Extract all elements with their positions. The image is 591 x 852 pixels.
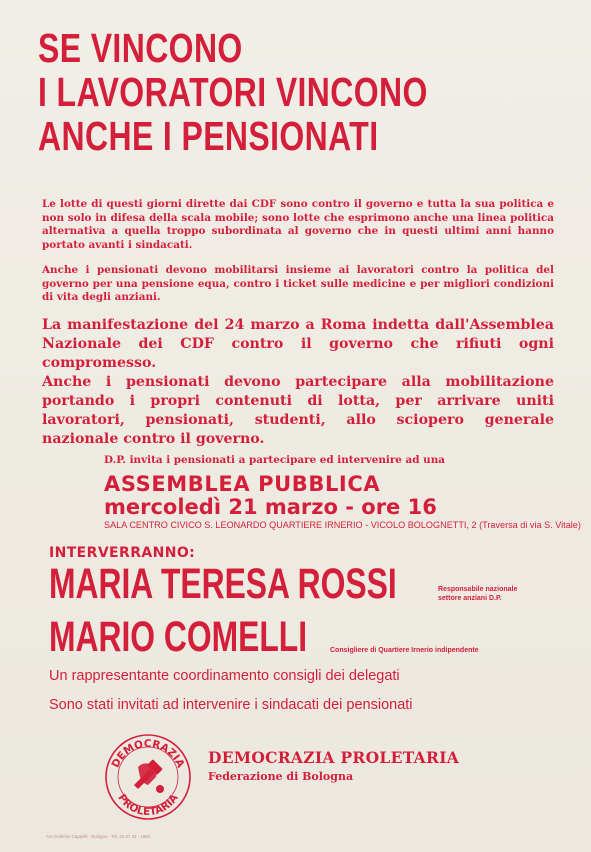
assembly-title: ASSEMBLEA PUBBLICA bbox=[104, 472, 381, 496]
headline-line-3: ANCHE I PENSIONATI bbox=[38, 113, 379, 159]
note-delegates: Un rappresentante coordinamento consigli dei delegati bbox=[49, 668, 400, 684]
organization-name: DEMOCRAZIA PROLETARIA bbox=[208, 748, 460, 767]
logo-top-text: DEMOCRAZIA bbox=[109, 737, 187, 770]
note-unions: Sono stati invitati ad intervenire i sindacati dei pensionati bbox=[49, 697, 413, 713]
speakers-heading: INTERVERRANNO: bbox=[49, 545, 196, 561]
speaker-2-name: MARIO COMELLI bbox=[49, 613, 308, 661]
democrazia-proletaria-logo bbox=[104, 733, 192, 821]
paragraph-2: Anche i pensionati devono mobilitarsi insieme ai lavoratori contro la politica del governo per una pensione equa, contro i ticket sulle medicine e per migliori condizioni di vita degli anziani. bbox=[42, 264, 554, 303]
event-venue: SALA CENTRO CIVICO S. LEONARDO QUARTIERE IRNERIO - VICOLO BOLOGNETTI, 2 (Traversa di via S. Vitale) bbox=[104, 520, 581, 531]
speaker-2-role: Consigliere di Quartiere Irnerio indipendente bbox=[330, 647, 479, 654]
paragraph-3: La manifestazione del 24 marzo a Roma indetta dall'Assemblea Nazionale dei CDF contro il governo che rifiuti ogni compromesso. bbox=[42, 317, 554, 371]
paragraph-1: Le lotte di questi giorni dirette dai CDF sono contro il governo e tutta la sua politica e non solo in difesa della scala mobile; sono lotte che esprimono anche una linea politica alternativa a quella troppo subordinata al governo che in questi ultimi anni hanno portato avanti i sindacati. bbox=[42, 198, 554, 251]
speaker-1-name: MARIA TERESA ROSSI bbox=[49, 560, 397, 608]
speaker-1-role bbox=[438, 585, 517, 603]
logo-bottom-text: PROLETARIA bbox=[115, 792, 181, 819]
invite-text: D.P. invita i pensionati a partecipare ed intervenire ad una bbox=[104, 454, 445, 466]
paragraph-4: Anche i pensionati devono partecipare alla mobilitazione portando i propri contenuti di lotta, per arrivare uniti lavoratori, pensionati, studenti, allo sciopero generale nazionale contro il governo. bbox=[42, 374, 554, 447]
headline-line-2: I LAVORATORI VINCONO bbox=[38, 69, 428, 115]
speaker-1-role-line-2: settore anziani D.P. bbox=[438, 595, 502, 602]
fist-hammer-emblem bbox=[134, 759, 164, 793]
svg-text:PROLETARIA bbox=[115, 791, 181, 818]
organization-subtitle: Federazione di Bologna bbox=[208, 770, 354, 783]
headline bbox=[38, 26, 444, 158]
event-date: mercoledì 21 marzo - ore 16 bbox=[104, 495, 437, 519]
printer-credit: Arti Grafiche Cappelli - Bologna - Tel. 32 67 34 - 1984 bbox=[46, 834, 151, 839]
speaker-1-role-line-1: Responsabile nazionale bbox=[438, 586, 518, 593]
headline-line-1: SE VINCONO bbox=[38, 25, 243, 71]
